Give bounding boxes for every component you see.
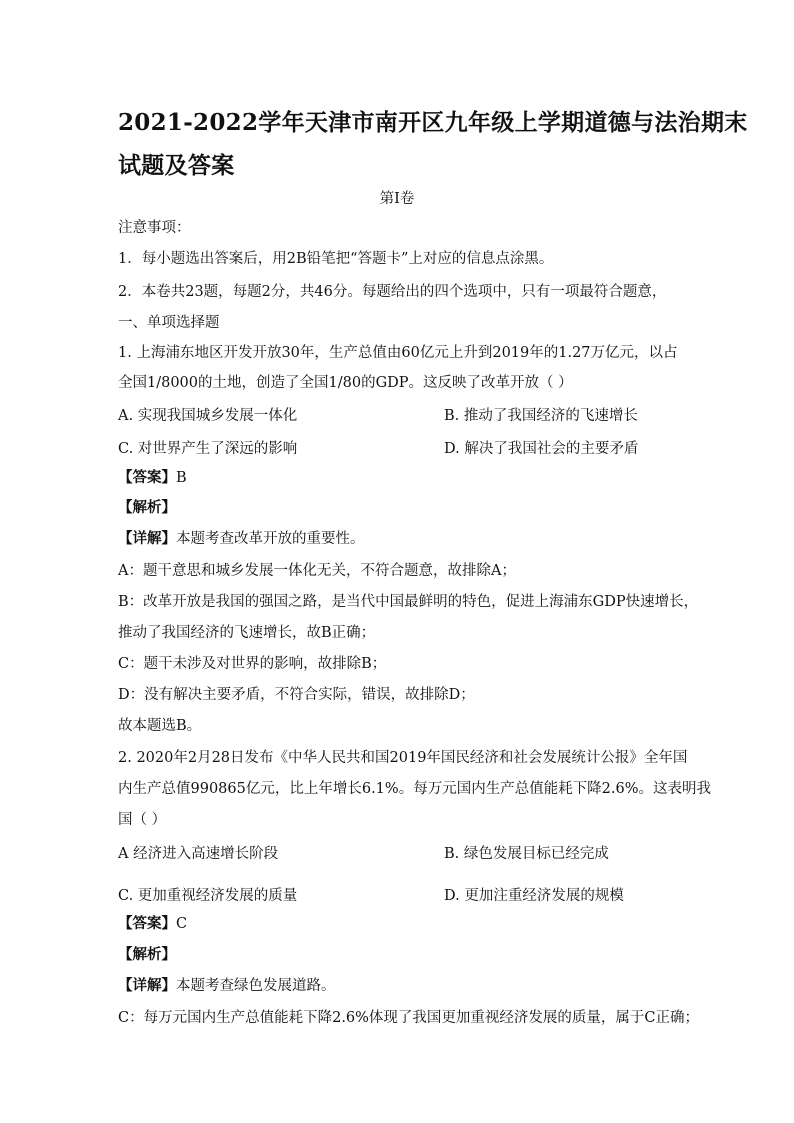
q2-option-a: A 经济进入高速增长阶段: [118, 846, 279, 862]
q2-answer-line: [118, 914, 187, 934]
q1-analysis-a: A：题干意思和城乡发展一体化无关，不符合题意，故排除A；: [118, 563, 516, 579]
q1-option-a: A. 实现我国城乡发展一体化: [118, 408, 298, 424]
q1-detail-tag: 【详解】: [118, 530, 176, 547]
q1-answer-value: B: [176, 470, 187, 486]
q1-stem-line-1: 1. 上海浦东地区开发开放30年，生产总值由60亿元上升到2019年的1.27万亿元，以占: [118, 345, 678, 361]
notes-item-1: 1．每小题选出答案后，用2B铅笔把“答题卡”上对应的信息点涂黑。: [118, 251, 554, 267]
q1-analysis-tag: [118, 498, 176, 518]
q2-answer-value: C: [176, 916, 188, 932]
q2-detail-line: [118, 976, 336, 996]
q2-stem-line-2: 内生产总值990865亿元，比上年增长6.1%。每万元国内生产总值能耗下降2.6%。这表明我: [118, 781, 712, 797]
q1-analysis-c: C：题干未涉及对世界的影响，故排除B；: [118, 656, 387, 672]
q2-detail-text: 本题考查绿色发展道路。: [176, 978, 336, 994]
q1-analysis-b-line-2: 推动了我国经济的飞速增长，故B正确；: [118, 625, 376, 641]
q2-stem-line-3: 国（ ）: [118, 812, 167, 828]
q1-option-d: D. 解决了我国社会的主要矛盾: [444, 441, 639, 457]
q1-detail-line: [118, 529, 365, 549]
section-heading: 一、单项选择题: [118, 315, 220, 331]
volume-heading: 第Ⅰ卷: [379, 191, 415, 207]
q1-analysis-d: D：没有解决主要矛盾，不符合实际，错误，故排除D；: [118, 687, 475, 703]
q2-analysis-label: 【解析】: [118, 946, 176, 963]
q1-detail-text: 本题考查改革开放的重要性。: [176, 531, 365, 547]
notes-heading: 注意事项：: [118, 220, 191, 236]
notes-item-2: 2．本卷共23题，每题2分，共46分。每题给出的四个选项中，只有一项最符合题意，: [118, 284, 667, 300]
q2-option-d: D. 更加注重经济发展的规模: [444, 888, 624, 904]
q2-stem-line-1: 2. 2020年2月28日发布《中华人民共和国2019年国民经济和社会发展统计公报》全年国: [118, 750, 688, 766]
q2-analysis-tag: [118, 945, 176, 965]
q2-option-b: B. 绿色发展目标已经完成: [444, 846, 609, 862]
q1-stem-line-2: 全国1/8000的土地，创造了全国1/80的GDP。这反映了改革开放（ ）: [118, 375, 573, 391]
q2-answer-tag: 【答案】: [118, 915, 176, 932]
q1-option-b: B. 推动了我国经济的飞速增长: [444, 408, 638, 424]
q2-detail-tag: 【详解】: [118, 977, 176, 994]
document-title-line-2: 试题及答案: [118, 152, 235, 179]
q2-option-c: C. 更加重视经济发展的质量: [118, 888, 298, 904]
q1-answer-line: [118, 468, 187, 488]
document-title-line-1: 2021-2022学年天津市南开区九年级上学期道德与法治期末: [118, 109, 748, 136]
q1-option-c: C. 对世界产生了深远的影响: [118, 441, 298, 457]
q1-conclusion: 故本题选B。: [118, 718, 202, 734]
q2-analysis-c: C：每万元国内生产总值能耗下降2.6%体现了我国更加重视经济发展的质量，属于C正确；: [118, 1010, 700, 1026]
q1-analysis-b-line-1: B：改革开放是我国的强国之路，是当代中国最鲜明的特色，促进上海浦东GDP快速增长，: [118, 594, 699, 610]
q1-answer-tag: 【答案】: [118, 469, 176, 486]
q1-analysis-label: 【解析】: [118, 499, 176, 516]
